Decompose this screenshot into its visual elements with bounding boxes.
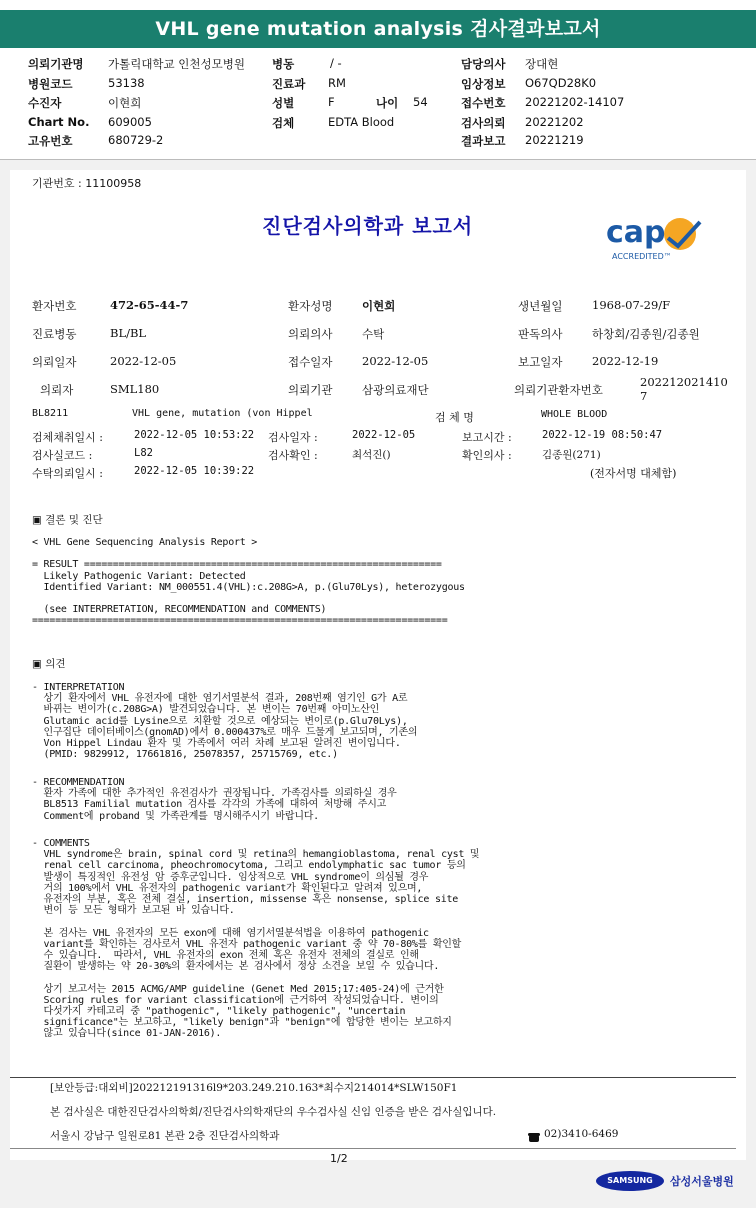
- header-label: 접수번호: [461, 96, 506, 110]
- header-value: EDTA Blood: [328, 115, 395, 129]
- patient-label: 환자성명: [288, 299, 333, 313]
- patient-value: 7: [640, 389, 648, 403]
- patient-value: SML180: [110, 382, 160, 396]
- header-value: 20221202-14107: [525, 95, 625, 109]
- header-label: 검체: [272, 116, 295, 130]
- header-value: 609005: [108, 115, 152, 129]
- header-label: 의뢰기관명: [28, 57, 84, 71]
- certification-text: 본 검사실은 대한진단검사의학회/진단검사의학재단의 우수검사실 신임 인증을 받은 검사실입니다.: [50, 1106, 497, 1118]
- patient-number: 472-65-44-7: [110, 298, 189, 312]
- patient-value: 202212021410: [640, 375, 728, 389]
- patient-label: 보고일자: [518, 355, 563, 369]
- test-label: 확인의사 :: [462, 449, 512, 462]
- test-label: 검체채취일시 :: [32, 431, 103, 444]
- patient-value: 삼광의료재단: [362, 383, 429, 397]
- patient-label: 의뢰자: [40, 383, 74, 397]
- patient-label: 접수일자: [288, 355, 333, 369]
- header-label: 수진자: [28, 96, 62, 110]
- header-value: 53138: [108, 76, 145, 90]
- header-label: 결과보고: [461, 134, 506, 148]
- patient-value: 2022-12-19: [592, 354, 659, 368]
- header-value: O67QD28K0: [525, 76, 597, 90]
- header-label: 병원코드: [28, 77, 73, 91]
- header-label: 병동: [272, 57, 295, 71]
- specimen-label: 검 체 명: [435, 411, 474, 424]
- institution-number: 기관번호 : 11100958: [32, 177, 142, 190]
- header-value: 20221219: [525, 133, 584, 147]
- header-label: 검사의뢰: [461, 116, 506, 130]
- lab-address: 서울시 강남구 일원로81 본관 2층 진단검사의학과: [50, 1130, 280, 1142]
- test-value: 2022-12-19 08:50:47: [542, 429, 663, 441]
- patient-label: 판독의사: [518, 327, 563, 341]
- cap-accredited-logo: [604, 216, 708, 268]
- report-banner-title: VHL gene mutation analysis 검사결과보고서: [0, 10, 756, 48]
- test-label: 수탁의뢰일시 :: [32, 467, 103, 480]
- interpretation-block: - INTERPRETATION 상기 환자에서 VHL 유전자에 대한 염기서열분석 결과, 208번째 염기인 G가 A로 바뀌는 변이가(c.208G>A) 발견되었습니다. 본 변이는 70번째 아미노산인 Glutamic acid를 Lysine으로 치환할 것으로 예상되는 변이로(p.Glu70Lys), 인구집단 데이터베이스(gnomAD)에서 0.000437%로 매우 드물게 보고되며, 기존의 Von Hippel Lindau 환자 및 가족에서 여러 차례 보고된 알려진 변이입니다. (PMID: 9829912, 17661816, 25078357, 25715769, etc.): [32, 682, 418, 761]
- section-heading-conclusion: ▣ 결론 및 진단: [32, 514, 103, 526]
- header-value: RM: [328, 76, 346, 90]
- test-value: 최석진(): [352, 449, 391, 461]
- test-value: 2022-12-05 10:39:22: [134, 465, 255, 477]
- test-label: 검사실코드 :: [32, 449, 93, 462]
- header-value: 680729-2: [108, 133, 164, 147]
- header-label: 임상정보: [461, 77, 506, 91]
- patient-value: 하창회/김종원/김종원: [592, 327, 700, 341]
- patient-value: 1968-07-29/F: [592, 298, 671, 312]
- header-value: 장대현: [525, 57, 559, 71]
- header-label: 나이: [376, 96, 399, 110]
- header-value: / -: [330, 56, 342, 70]
- header-value: 가톨릭대학교 인천성모병원: [108, 57, 245, 71]
- footer-divider: [10, 1148, 736, 1149]
- patient-label: 의뢰일자: [32, 355, 77, 369]
- test-label: 검사일자 :: [268, 431, 318, 444]
- test-value: 2022-12-05: [352, 429, 416, 441]
- test-value: 2022-12-05 10:53:22: [134, 429, 255, 441]
- phone-icon: [528, 1129, 540, 1148]
- header-value: 54: [413, 95, 428, 109]
- patient-value: 2022-12-05: [110, 354, 177, 368]
- recommendation-block: - RECOMMENDATION 환자 가족에 대한 추가적인 유전검사가 권장됩니다. 가족검사를 의뢰하실 경우 BL8513 Familial mutation 검사를 각각의 가족에 대하여 처방해 주시고 Comment에 proband 및 가족관계를 명시해주시기 바랍니다.: [32, 777, 397, 822]
- test-name: VHL gene, mutation (von Hippel: [132, 408, 313, 419]
- patient-label: 진료병동: [32, 327, 77, 341]
- test-label: 보고시간 :: [462, 431, 512, 444]
- patient-label: 의뢰의사: [288, 327, 333, 341]
- test-code: BL8211: [32, 408, 69, 419]
- cap-accredited-text: ACCREDITED™: [612, 252, 672, 261]
- lab-phone: 02)3410-6469: [544, 1128, 619, 1140]
- report-title: 진단검사의학과 보고서: [262, 214, 474, 238]
- comments-block: - COMMENTS VHL syndrome은 brain, spinal cord 및 retina의 hemangioblastoma, renal cyst 및 renal cell carcinoma, pheochromocytoma, 그리고 endolymphatic sac tumor 등의 발생이 특징적인 유전성 암 증후군입니다. 임상적으로 VHL syndrome이 의심될 경우 거의 100%에서 VHL 유전자의 pathogenic variant가 확인된다고 알려져 있으며, 유전자의 부분, 혹은 전체 결실, insertion, missense 혹은 nonsense, splice site 변이 등 모든 형태가 보고된 바 있습니다. 본 검사는 VHL 유전자의 모든 exon에 대해 염기서열분석법을 이용하여 pathogenic variant를 확인하는 검사로서 VHL 유전자 pathogenic variant 중 약 70-80%를 확인할 수 있습니다. 따라서, VHL 유전자의 exon 전체 혹은 유전자 전체의 결실로 인해 질환이 발생하는 약 20-30%의 환자에서는 본 검사에서 정상 소견을 보일 수 있습니다. 상기 보고서는 2015 ACMG/AMP guideline (Genet Med 2015;17:405-24)에 근거한 Scoring rules for variant classification에 근거하여 작성되었습니다. 변이의 다섯가지 카테고리 중 "pathogenic", "likely pathogenic", "uncertain significance"는 보고하고, "likely benign"과 "benign"에 합당한 변이는 보고하지 않고 있습니다(since 01-JAN-2016).: [32, 838, 480, 1040]
- cap-logo-text: cap: [606, 215, 666, 250]
- section-heading-opinion: ▣ 의견: [32, 658, 66, 670]
- hospital-name: 삼성서울병원: [670, 1175, 734, 1188]
- e-signature-note: (전자서명 대체함): [590, 467, 677, 480]
- page-number: 1/2: [330, 1152, 348, 1165]
- test-value: L82: [134, 447, 153, 459]
- header-label: 진료과: [272, 77, 306, 91]
- header-label: 고유번호: [28, 134, 73, 148]
- patient-label: 의뢰기관: [288, 383, 333, 397]
- header-value: F: [328, 95, 335, 109]
- samsung-hospital-logo: [596, 1168, 736, 1194]
- patient-name: 이현희: [362, 299, 396, 313]
- patient-value: 2022-12-05: [362, 354, 429, 368]
- security-line: [보안등급:대외비]202212191316l9*203.249.210.163*최수지214014*SLW150F1: [50, 1082, 458, 1094]
- patient-label: 환자번호: [32, 299, 77, 313]
- header-value: 이현희: [108, 96, 142, 110]
- header-label: 성별: [272, 96, 295, 110]
- header-label: 담당의사: [461, 57, 506, 71]
- result-block: < VHL Gene Sequencing Analysis Report > = RESULT ============================================================== Likely Pathogenic Variant: Detected Identified Variant: NM_000551.4(VHL):c.208G>A, p.(Glu70Lys), heterozygous (see INTERPRETATION, RECOMMENDATION and COMMENTS) ========================================================================: [32, 537, 465, 627]
- test-label: 검사확인 :: [268, 449, 318, 462]
- header-label: Chart No.: [28, 115, 90, 129]
- specimen-value: WHOLE BLOOD: [541, 409, 608, 420]
- samsung-brand-icon: SAMSUNG: [596, 1171, 664, 1191]
- test-value: 김종원(271): [542, 449, 601, 461]
- patient-value: 수탁: [362, 327, 385, 341]
- patient-label: 의뢰기관환자번호: [514, 383, 603, 397]
- patient-label: 생년월일: [518, 299, 563, 313]
- footer-divider: [10, 1077, 736, 1078]
- header-value: 20221202: [525, 115, 584, 129]
- patient-value: BL/BL: [110, 326, 147, 340]
